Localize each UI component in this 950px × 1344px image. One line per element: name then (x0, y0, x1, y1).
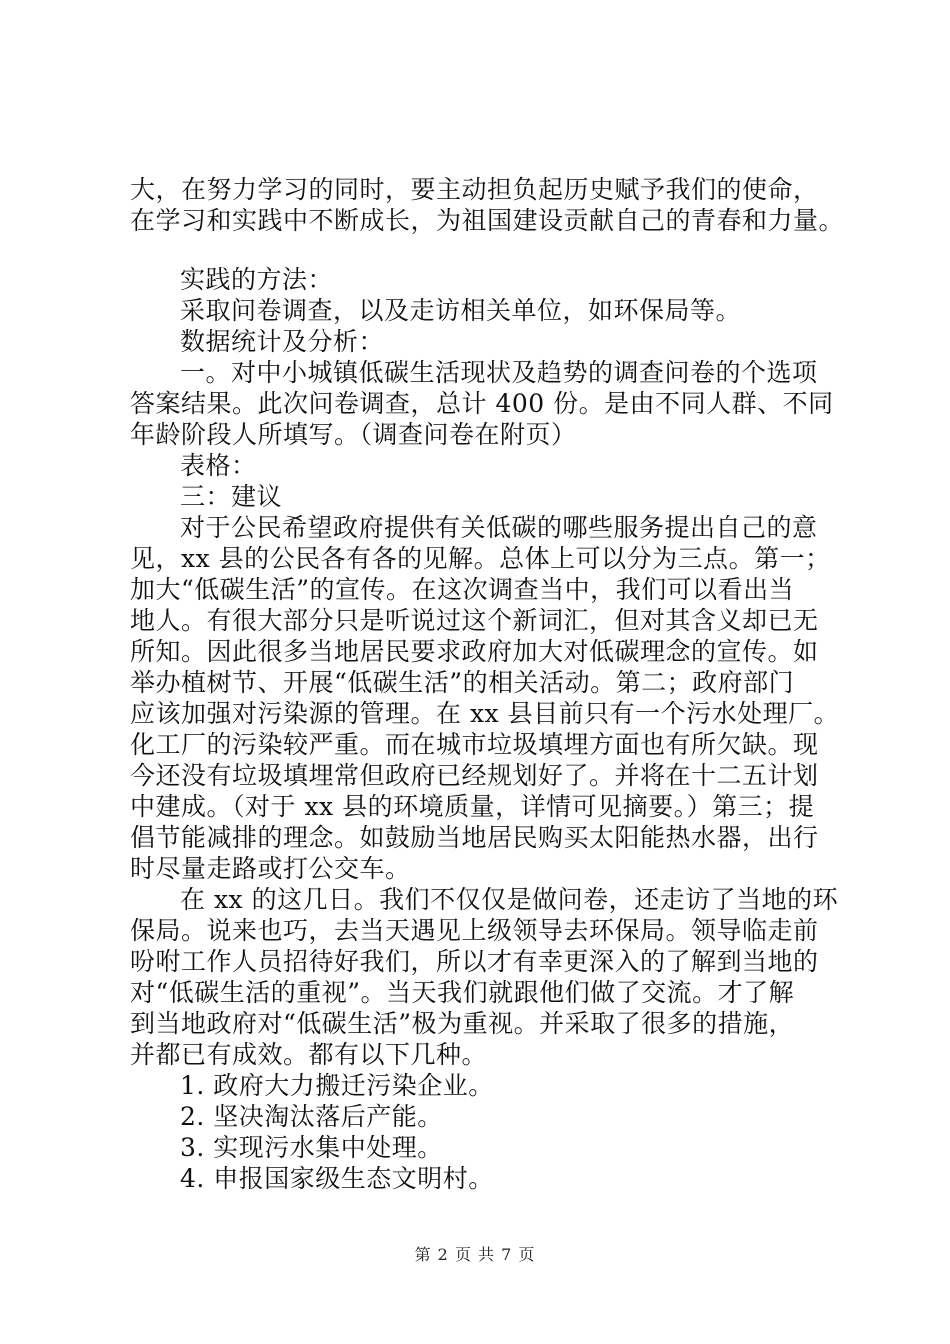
text-line: 采取问卷调查，以及走访相关单位，如环保局等。 (180, 296, 742, 325)
text-line: 大，在努力学习的同时，要主动担负起历史赋予我们的使命， (130, 175, 819, 204)
text-line: 年龄阶段人所填写。（调查问卷在附页） (130, 420, 577, 449)
text-line: 对“低碳生活的重视”。当天我们就跟他们做了交流。才了解 (130, 978, 795, 1007)
text-line: 见，xx 县的公民各有各的见解。总体上可以分为三点。第一； (130, 544, 831, 573)
section-heading-suggestions: 三：建议 (180, 482, 283, 511)
text-line: 在 xx 的这几日。我们不仅仅是做问卷，还走访了当地的环 (180, 885, 839, 914)
text-line: 中建成。（对于 xx 县的环境质量，详情可见摘要。）第三；提 (130, 792, 815, 821)
text-line: 应该加强对污染源的管理。在 xx 县目前只有一个污水处理厂。 (130, 699, 840, 728)
text-line: 并都已有成效。都有以下几种。 (130, 1040, 488, 1069)
list-item: 2. 坚决淘汰落后产能。 (180, 1102, 443, 1131)
text-line: 对于公民希望政府提供有关低碳的哪些服务提出自己的意 (180, 513, 818, 542)
text-line: 到当地政府对“低碳生活”极为重视。并采取了很多的措施， (130, 1009, 795, 1038)
section-heading-methods: 实践的方法： (180, 265, 334, 294)
section-heading-analysis: 数据统计及分析： (180, 327, 385, 356)
paragraph-gap (130, 236, 830, 264)
text-line: 地人。有很大部分只是听说过这个新词汇，但对其含义却已无 (130, 606, 819, 635)
text-line: 一。对中小城镇低碳生活现状及趋势的调查问卷的个选项 (180, 358, 818, 387)
text-line: 保局。说来也巧，去当天遇见上级领导去环保局。领导临走前 (130, 916, 819, 945)
list-item: 3. 实现污水集中处理。 (180, 1133, 443, 1162)
text-line: 所知。因此很多当地居民要求政府加大对低碳理念的宣传。如 (130, 637, 819, 666)
text-line: 加大“低碳生活”的宣传。在这次调查当中，我们可以看出当 (130, 575, 795, 604)
text-line: 今还没有垃圾填埋常但政府已经规划好了。并将在十二五计划 (130, 761, 819, 790)
text-line: 答案结果。此次问卷调查，总计 400 份。是由不同人群、不同 (130, 389, 834, 418)
list-item: 4. 申报国家级生态文明村。 (180, 1164, 494, 1193)
section-heading-table: 表格： (180, 451, 257, 480)
text-line: 化工厂的污染较严重。而在城市垃圾填埋方面也有所欠缺。现 (130, 730, 819, 759)
page-number-footer: 第 2 页 共 7 页 (414, 1245, 536, 1264)
text-line: 在学习和实践中不断成长，为祖国建设贡献自己的青春和力量。 (130, 206, 845, 235)
text-line: 举办植树节、开展“低碳生活”的相关活动。第二；政府部门 (130, 668, 795, 697)
document-body (130, 174, 845, 1194)
list-item: 1. 政府大力搬迁污染企业。 (180, 1071, 494, 1100)
text-line: 倡节能减排的理念。如鼓励当地居民购买太阳能热水器，出行 (130, 823, 819, 852)
text-line: 吩咐工作人员招待好我们，所以才有幸更深入的了解到当地的 (130, 947, 819, 976)
text-line: 时尽量走路或打公交车。 (130, 854, 411, 883)
